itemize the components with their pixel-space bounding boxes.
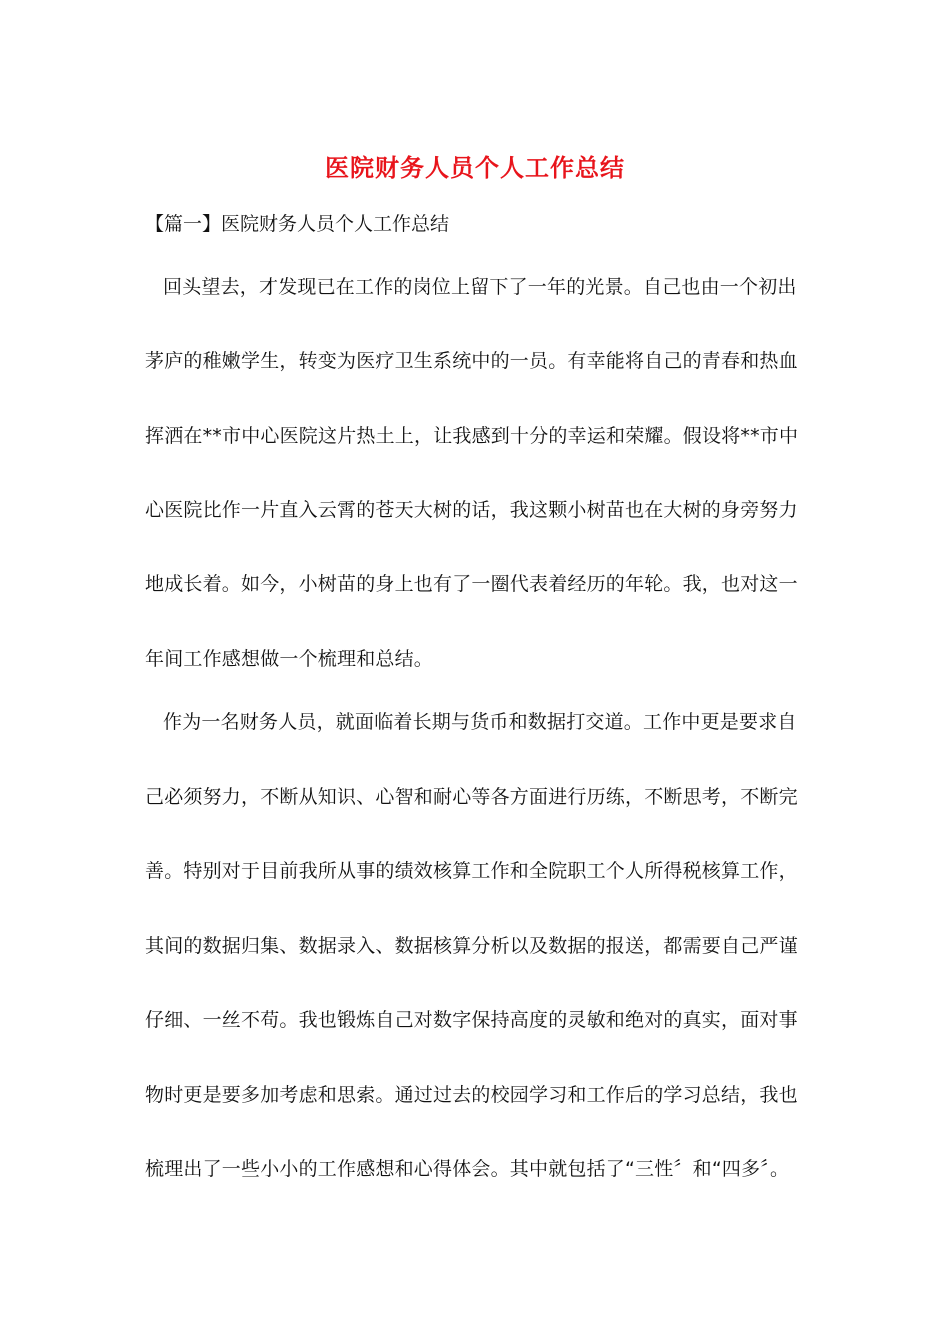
paragraph-2-line-4: 其间的数据归集、数据录入、数据核算分析以及数据的报送，都需要自己严谨 [145,935,798,957]
paragraph-1-line-2: 茅庐的稚嫩学生，转变为医疗卫生系统中的一员。有幸能将自己的青春和热血 [145,350,798,372]
paragraph-2-line-7: 梳理出了一些小小的工作感想和心得体会。其中就包括了“三性〞和“四多〞。 [145,1158,790,1180]
paragraph-2-line-1: 作为一名财务人员，就面临着长期与货币和数据打交道。工作中更是要求自 [163,711,797,733]
paragraph-1-line-4: 心医院比作一片直入云霄的苍天大树的话，我这颗小树苗也在大树的身旁努力 [145,499,798,521]
paragraph-2-line-6: 物时更是要多加考虑和思索。通过过去的校园学习和工作后的学习总结，我也 [145,1084,798,1106]
paragraph-1-line-6: 年间工作感想做一个梳理和总结。 [145,648,434,670]
paragraph-2-line-2: 己必须努力，不断从知识、心智和耐心等各方面进行历练，不断思考，不断完 [145,786,798,808]
paragraph-1-line-5: 地成长着。如今，小树苗的身上也有了一圈代表着经历的年轮。我，也对这一 [145,573,798,595]
paragraph-2-line-5: 仔细、一丝不苟。我也锻炼自己对数字保持高度的灵敏和绝对的真实，面对事 [145,1009,798,1031]
paragraph-1-line-1: 回头望去，才发现已在工作的岗位上留下了一年的光景。自己也由一个初出 [163,276,797,298]
paragraph-1-line-3: 挥洒在**市中心医院这片热土上，让我感到十分的幸运和荣耀。假设将**市中 [145,425,799,447]
paragraph-2-line-3: 善。特别对于目前我所从事的绩效核算工作和全院职工个人所得税核算工作， [145,860,798,882]
document-title: 医院财务人员个人工作总结 [325,153,625,182]
section-heading: 【篇一】医院财务人员个人工作总结 [145,213,450,235]
